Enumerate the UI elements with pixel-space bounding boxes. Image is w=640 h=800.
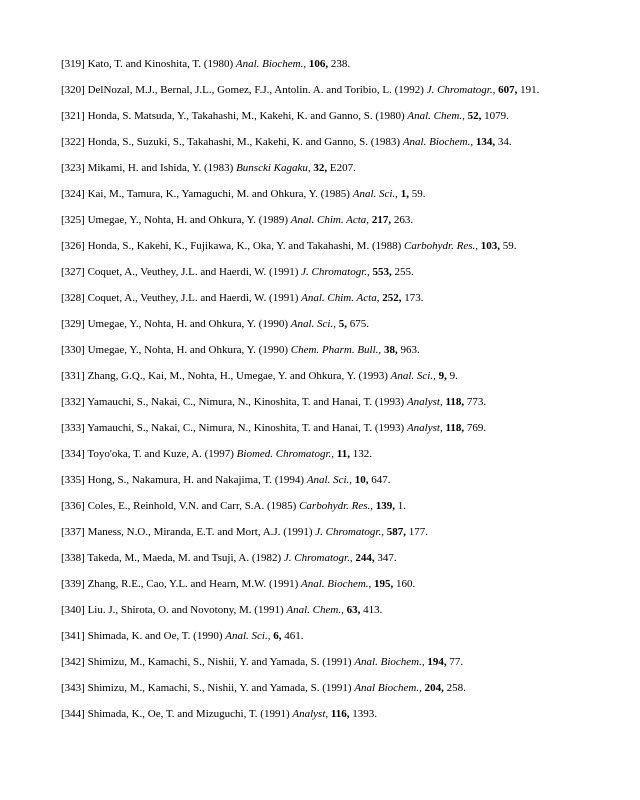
reference-volume: 63, — [346, 604, 361, 616]
reference-journal: Anal. Sci., — [225, 630, 271, 642]
reference-pages: E207. — [329, 162, 356, 174]
reference-number: [342] — [61, 656, 85, 668]
reference-journal: Anal. Biochem., — [402, 136, 474, 148]
reference-volume: 103, — [480, 240, 500, 252]
reference-authors: Shimizu, M., Kamachi, S., Nishii, Y. and Yamada, S. (1991) — [87, 682, 352, 694]
reference-authors: Takeda, M., Maeda, M. and Tsuji, A. (1982) — [87, 552, 282, 564]
reference-authors: Coles, E., Reinhold, V.N. and Carr, S.A. (1985) — [87, 500, 297, 512]
reference-pages: 238. — [330, 58, 351, 70]
reference-authors: Hong, S., Nakamura, H. and Nakajima, T. (1994) — [87, 474, 305, 486]
reference-journal: Anal. Sci., — [352, 188, 398, 200]
reference-authors: Umegae, Y., Nohta, H. and Ohkura, Y. (1990) — [87, 318, 288, 330]
reference-number: [328] — [61, 292, 85, 304]
reference-number: [325] — [61, 214, 85, 226]
reference-number: [339] — [61, 578, 85, 590]
reference-authors: Shimada, K. and Oe, T. (1990) — [87, 630, 223, 642]
reference-pages: 1393. — [352, 708, 378, 720]
reference-number: [329] — [61, 318, 85, 330]
reference-authors: Honda, S., Kakehi, K., Fujikawa, K., Oka, Y. and Takahashi, M. (1988) — [87, 240, 402, 252]
reference-entry — [61, 239, 581, 253]
reference-journal: Anal. Chim. Acta, — [301, 292, 380, 304]
reference-entry — [61, 707, 581, 721]
reference-number: [334] — [61, 448, 85, 460]
reference-entry — [61, 317, 581, 331]
reference-entry — [61, 187, 581, 201]
reference-volume: 32, — [313, 162, 328, 174]
reference-authors: DelNozal, M.J., Bernal, J.L., Gomez, F.J., Antolin. A. and Toribio, L. (1992) — [87, 84, 424, 96]
reference-volume: 204, — [424, 682, 444, 694]
reference-entry — [61, 525, 581, 539]
reference-pages: 59. — [411, 188, 426, 200]
reference-authors: Coquet, A., Veuthey, J.L. and Haerdi, W. (1991) — [87, 266, 299, 278]
reference-authors: Kai, M., Tamura, K., Yamaguchi, M. and Ohkura, Y. (1985) — [87, 188, 350, 200]
reference-pages: 77. — [449, 656, 464, 668]
reference-journal: Biomed. Chromatogr., — [236, 448, 335, 460]
reference-entry — [61, 395, 581, 409]
reference-pages: 160. — [396, 578, 416, 590]
reference-authors: Umegae, Y., Nohta, H. and Ohkura, Y. (1990) — [87, 344, 288, 356]
reference-number: [331] — [61, 370, 85, 382]
reference-number: [326] — [61, 240, 85, 252]
reference-journal: Carbohydr. Res., — [299, 500, 374, 512]
reference-authors: Mikami, H. and Ishida, Y. (1983) — [87, 162, 234, 174]
reference-entry — [61, 83, 581, 97]
reference-volume: 106, — [308, 58, 329, 70]
reference-pages: 769. — [466, 422, 487, 434]
reference-pages: 347. — [377, 552, 397, 564]
reference-number: [333] — [61, 422, 85, 434]
reference-journal: J. Chromatogr., — [426, 84, 496, 96]
reference-journal: J. Chromatogr., — [301, 266, 370, 278]
reference-volume: 11, — [336, 448, 350, 460]
reference-number: [322] — [61, 136, 85, 148]
reference-journal: Anal. Biochem., — [301, 578, 372, 590]
reference-journal: Carbohydr. Res., — [404, 240, 478, 252]
reference-authors: Toyo'oka, T. and Kuze, A. (1997) — [87, 448, 234, 460]
reference-pages: 1079. — [484, 110, 509, 122]
reference-entry — [61, 109, 581, 123]
reference-authors: Honda, S., Suzuki, S., Takahashi, M., Kakehi, K. and Ganno, S. (1983) — [87, 136, 401, 148]
reference-list — [61, 57, 581, 733]
reference-authors: Yamauchi, S., Nakai, C., Nimura, N., Kinoshita, T. and Hanai, T. (1993) — [87, 396, 405, 408]
reference-journal: Anal. Chem., — [286, 604, 344, 616]
reference-authors: Kato, T. and Kinoshita, T. (1980) — [87, 58, 234, 70]
reference-pages: 258. — [446, 682, 466, 694]
reference-authors: Maness, N.O., Miranda, E.T. and Mort, A.J. (1991) — [87, 526, 313, 538]
reference-authors: Honda, S. Matsuda, Y., Takahashi, M., Kakehi, K. and Ganno, S. (1980) — [87, 110, 405, 122]
reference-number: [327] — [61, 266, 85, 278]
reference-entry — [61, 161, 581, 175]
reference-number: [324] — [61, 188, 85, 200]
reference-volume: 52, — [467, 110, 482, 122]
reference-number: [340] — [61, 604, 85, 616]
reference-journal: Anal. Sci., — [290, 318, 336, 330]
reference-entry — [61, 265, 581, 279]
reference-number: [338] — [61, 552, 85, 564]
reference-journal: Anal. Sci., — [306, 474, 353, 486]
reference-volume: 607, — [498, 84, 518, 96]
reference-volume: 244, — [355, 552, 375, 564]
reference-number: [320] — [61, 84, 85, 96]
reference-volume: 5, — [338, 318, 347, 330]
reference-entry — [61, 57, 581, 71]
reference-pages: 461. — [284, 630, 304, 642]
reference-volume: 1, — [400, 188, 409, 200]
reference-number: [330] — [61, 344, 85, 356]
reference-volume: 6, — [273, 630, 282, 642]
reference-authors: Liu. J., Shirota, O. and Novotony, M. (1991) — [87, 604, 284, 616]
reference-pages: 255. — [394, 266, 414, 278]
reference-pages: 173. — [404, 292, 424, 304]
reference-pages: 413. — [363, 604, 383, 616]
reference-number: [336] — [61, 500, 85, 512]
reference-volume: 195, — [374, 578, 394, 590]
reference-entry — [61, 603, 581, 617]
reference-entry — [61, 681, 581, 695]
reference-volume: 134, — [475, 136, 496, 148]
reference-volume: 118, — [445, 396, 465, 408]
reference-number: [323] — [61, 162, 85, 174]
reference-pages: 34. — [497, 136, 512, 148]
reference-journal: Analyst, — [406, 422, 443, 434]
reference-volume: 9, — [438, 370, 447, 382]
reference-pages: 9. — [449, 370, 458, 382]
reference-authors: Yamauchi, S., Nakai, C., Nimura, N., Kinoshita, T. and Hanai, T. (1993) — [87, 422, 405, 434]
reference-number: [341] — [61, 630, 85, 642]
reference-entry — [61, 473, 581, 487]
reference-authors: Shimada, K., Oe, T. and Mizuguchi, T. (1991) — [87, 708, 290, 720]
reference-authors: Umegae, Y., Nohta, H. and Ohkura, Y. (1989) — [87, 214, 288, 226]
reference-entry — [61, 421, 581, 435]
reference-entry — [61, 343, 581, 357]
reference-entry — [61, 655, 581, 669]
reference-volume: 252, — [382, 292, 402, 304]
reference-journal: Anal Biochem., — [354, 682, 422, 694]
reference-journal: Analyst, — [292, 708, 329, 720]
reference-entry — [61, 577, 581, 591]
reference-pages: 773. — [466, 396, 487, 408]
reference-volume: 217, — [371, 214, 392, 226]
reference-pages: 59. — [502, 240, 517, 252]
reference-number: [335] — [61, 474, 85, 486]
reference-entry — [61, 629, 581, 643]
reference-journal: Anal. Chim. Acta, — [290, 214, 370, 226]
reference-volume: 38, — [383, 344, 398, 356]
reference-pages: 263. — [393, 214, 414, 226]
reference-authors: Zhang, G.Q., Kai, M., Nohta, H., Umegae, Y. and Ohkura, Y. (1993) — [87, 370, 388, 382]
reference-journal: Anal. Biochem., — [235, 58, 307, 70]
reference-number: [332] — [61, 396, 85, 408]
reference-volume: 553, — [372, 266, 392, 278]
reference-pages: 963. — [400, 344, 420, 356]
reference-volume: 587, — [386, 526, 406, 538]
reference-number: [344] — [61, 708, 85, 720]
reference-volume: 10, — [354, 474, 369, 486]
reference-entry — [61, 551, 581, 565]
reference-pages: 191. — [520, 84, 540, 96]
reference-entry — [61, 499, 581, 513]
reference-journal: Anal. Chem., — [407, 110, 465, 122]
reference-journal: J. Chromatogr., — [315, 526, 384, 538]
reference-authors: Coquet, A., Veuthey, J.L. and Haerdi, W. (1991) — [87, 292, 299, 304]
reference-pages: 1. — [397, 500, 407, 512]
reference-pages: 177. — [408, 526, 428, 538]
reference-journal: Analyst, — [406, 396, 443, 408]
reference-entry — [61, 213, 581, 227]
reference-volume: 194, — [427, 656, 447, 668]
reference-entry — [61, 369, 581, 383]
reference-entry — [61, 135, 581, 149]
reference-volume: 116, — [330, 708, 350, 720]
reference-journal: Chem. Pharm. Bull., — [290, 344, 382, 356]
reference-volume: 118, — [445, 422, 465, 434]
reference-pages: 647. — [371, 474, 391, 486]
reference-number: [337] — [61, 526, 85, 538]
reference-number: [343] — [61, 682, 85, 694]
reference-volume: 139, — [375, 500, 396, 512]
reference-pages: 675. — [349, 318, 369, 330]
reference-pages: 132. — [352, 448, 372, 460]
reference-journal: Anal. Sci., — [390, 370, 436, 382]
reference-number: [321] — [61, 110, 85, 122]
reference-number: [319] — [61, 58, 85, 70]
reference-authors: Shimizu, M., Kamachi, S., Nishii, Y. and Yamada, S. (1991) — [87, 656, 352, 668]
reference-authors: Zhang, R.E., Cao, Y.L. and Hearn, M.W. (1991) — [87, 578, 299, 590]
reference-journal: Bunscki Kagaku, — [236, 162, 311, 174]
reference-journal: J. Chromatogr., — [283, 552, 353, 564]
reference-entry — [61, 447, 581, 461]
reference-journal: Anal. Biochem., — [354, 656, 425, 668]
reference-entry — [61, 291, 581, 305]
